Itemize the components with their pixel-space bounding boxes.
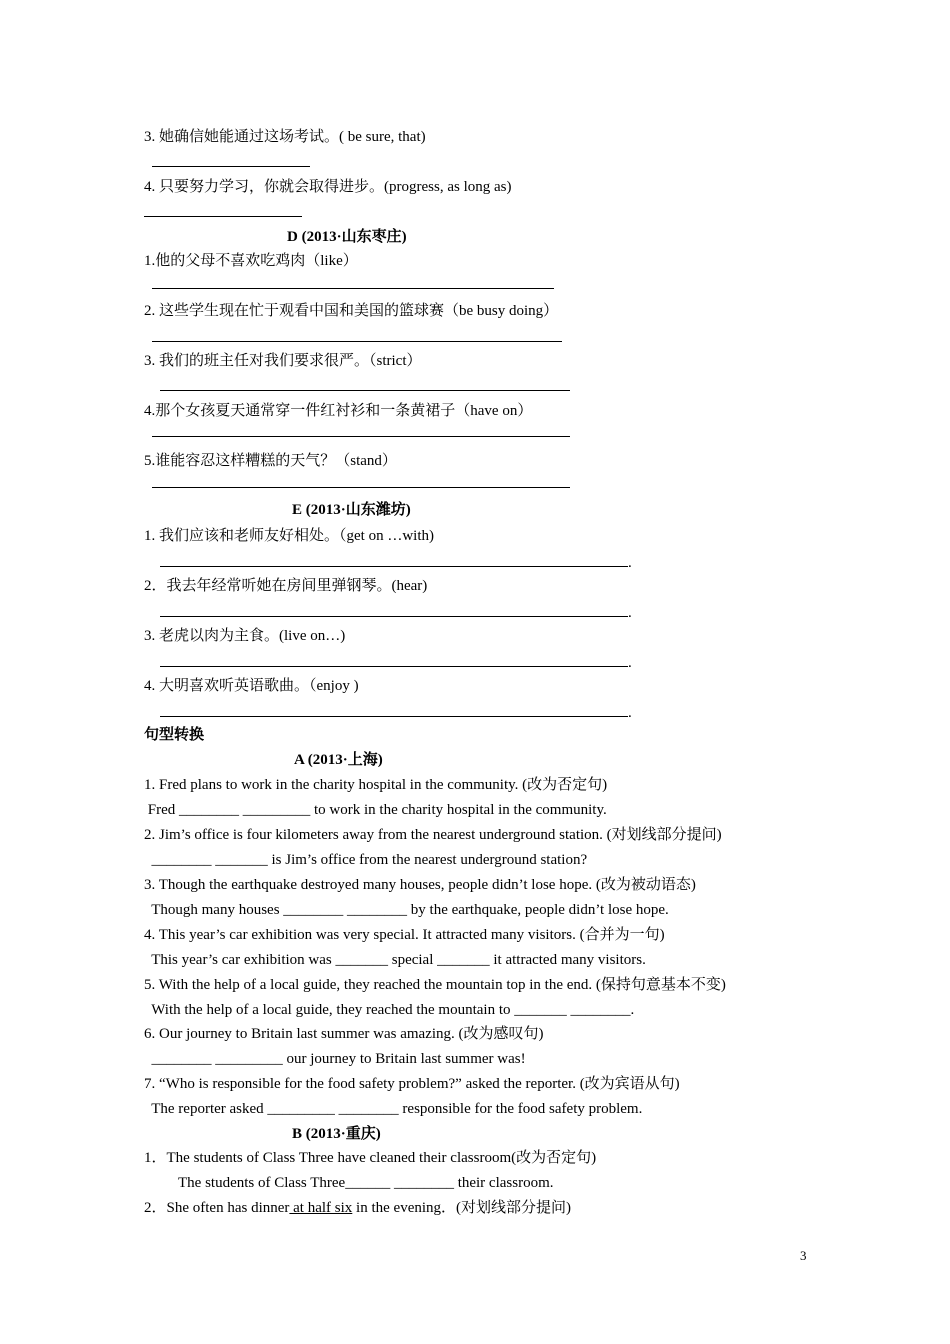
b-q2-underlined: at half six — [289, 1200, 353, 1216]
b-answer-1: The students of Class Three______ ________ their classroom. — [178, 1175, 554, 1191]
transform-title: 句型转换 — [144, 727, 205, 743]
page-number: 3 — [800, 1248, 807, 1263]
section-d-question-5: 5.谁能容忍这样糟糕的天气？（stand） — [144, 453, 397, 469]
a-line: 7. “Who is responsible for the food safety problem?” asked the reporter. (改为宾语从句) — [144, 1076, 680, 1092]
section-d-question-4: 4.那个女孩夏天通常穿一件红衬衫和一条黄裙子（have on） — [144, 403, 533, 419]
answer-line — [152, 436, 570, 437]
answer-line — [160, 616, 628, 617]
question-4: 4. 只要努力学习，你就会取得进步。(progress, as long as) — [144, 179, 512, 195]
section-d-question-3: 3. 我们的班主任对我们要求很严。（strict） — [144, 353, 422, 369]
a-line: 3. Though the earthquake destroyed many houses, people didn’t lose hope. (改为被动语态) — [144, 877, 696, 893]
a-line: ________ _________ our journey to Britain last summer was! — [144, 1051, 526, 1067]
b-question-1: 1．The students of Class Three have cleaned their classroom(改为否定句) — [144, 1150, 597, 1166]
a-line: Fred ________ _________ to work in the charity hospital in the community. — [144, 802, 607, 818]
a-line: 6. Our journey to Britain last summer was amazing. (改为感叹句) — [144, 1026, 544, 1042]
a-line: 2. Jim’s office is four kilometers away from the nearest underground station. (对划线部分提问) — [144, 827, 722, 843]
section-e-question-2: 2．我去年经常听她在房间里弹钢琴。(hear) — [144, 578, 428, 594]
end-mark: . — [628, 555, 632, 571]
a-line: 4. This year’s car exhibition was very special. It attracted many visitors. (合并为一句) — [144, 927, 665, 943]
a-line: This year’s car exhibition was _______ special _______ it attracted many visitors. — [144, 952, 646, 968]
section-e-question-1: 1. 我们应该和老师友好相处。（get on …with) — [144, 528, 434, 544]
section-e-question-4: 4. 大明喜欢听英语歌曲。（enjoy ) — [144, 678, 359, 694]
a-line: ________ _______ is Jim’s office from the nearest underground station? — [144, 852, 588, 868]
answer-line — [152, 166, 310, 167]
answer-line — [152, 341, 562, 342]
answer-line — [160, 390, 570, 391]
a-line: Though many houses ________ ________ by the earthquake, people didn’t lose hope. — [144, 902, 669, 918]
end-mark: . — [628, 605, 632, 621]
a-line: With the help of a local guide, they reached the mountain to _______ ________. — [144, 1002, 635, 1018]
answer-line — [152, 288, 554, 289]
answer-line — [160, 566, 628, 567]
question-3: 3. 她确信她能通过这场考试。( be sure, that) — [144, 129, 426, 145]
b-q2-pre: 2．She often has dinner — [144, 1200, 290, 1216]
end-mark: . — [628, 705, 632, 721]
answer-line — [144, 216, 302, 217]
section-d-header: D (2013·山东枣庄) — [287, 229, 407, 245]
section-e-header: E (2013·山东潍坊) — [292, 502, 411, 518]
answer-line — [160, 716, 628, 717]
b-question-2 — [144, 1198, 571, 1218]
section-b-header: B (2013·重庆) — [292, 1126, 381, 1142]
a-line: 1. Fred plans to work in the charity hospital in the community. (改为否定句) — [144, 777, 608, 793]
section-a-header: A (2013·上海) — [294, 752, 383, 768]
a-line: 5. With the help of a local guide, they reached the mountain top in the end. (保持句意基本不变) — [144, 977, 726, 993]
end-mark: . — [628, 655, 632, 671]
section-d-question-1: 1.他的父母不喜欢吃鸡肉（like） — [144, 253, 358, 269]
section-e-question-3: 3. 老虎以肉为主食。(live on…) — [144, 628, 346, 644]
b-q2-post: in the evening．(对划线部分提问) — [352, 1200, 572, 1216]
answer-line — [152, 487, 570, 488]
a-line: The reporter asked _________ ________ responsible for the food safety problem. — [144, 1101, 643, 1117]
section-d-question-2: 2. 这些学生现在忙于观看中国和美国的篮球赛（be busy doing） — [144, 303, 559, 319]
answer-line — [160, 666, 628, 667]
